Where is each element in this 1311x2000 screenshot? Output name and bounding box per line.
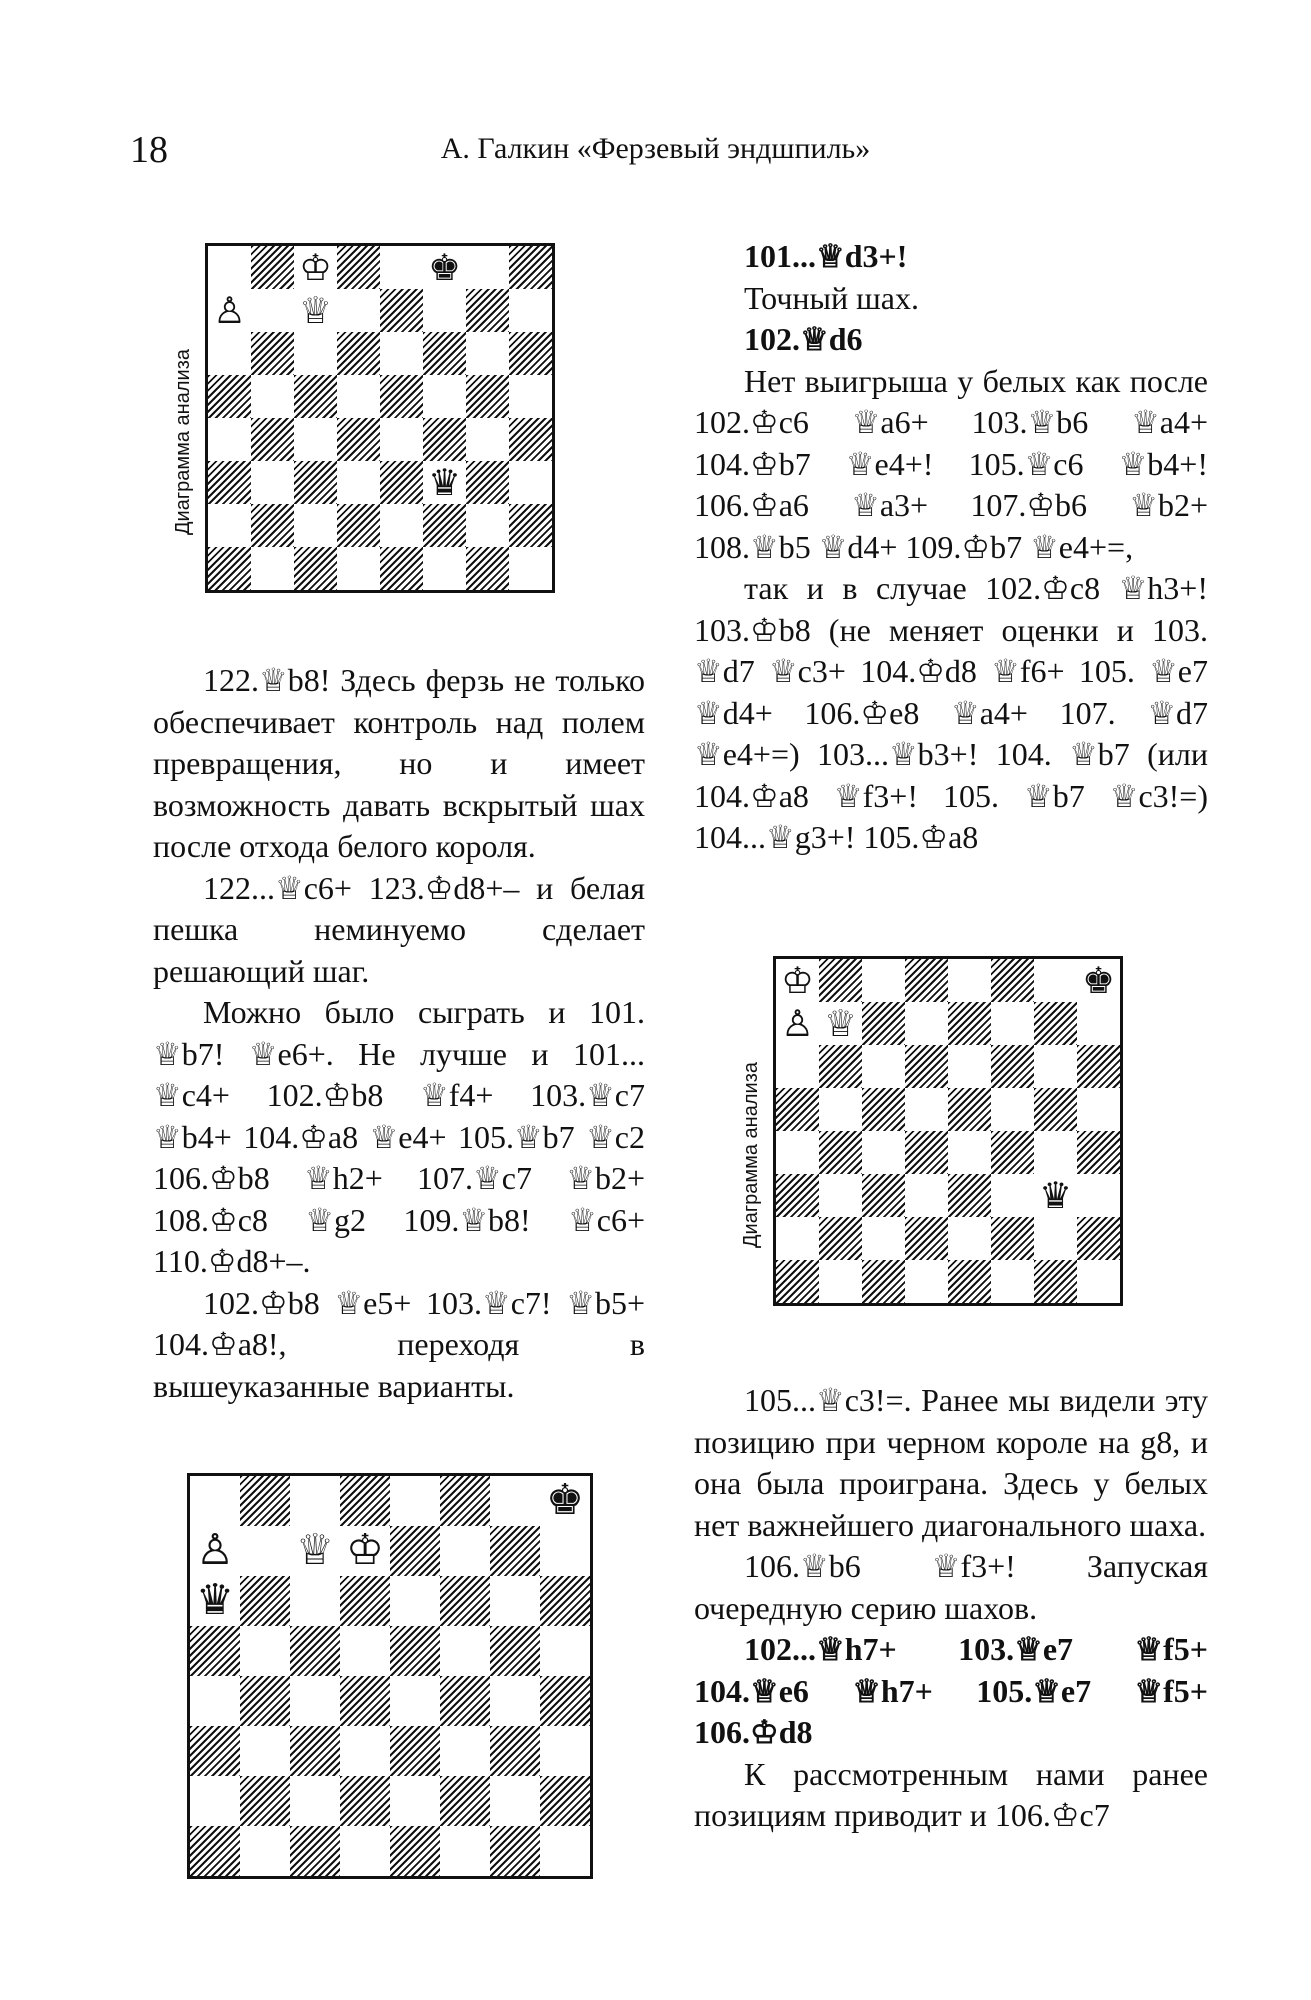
board-square <box>1077 1131 1120 1174</box>
board-square <box>819 1174 862 1217</box>
board-square <box>208 547 251 590</box>
board-square <box>948 1045 991 1088</box>
board-square <box>240 1776 290 1826</box>
diagram-label: Диаграмма анализа <box>740 1062 762 1248</box>
white-king-icon: ♔ <box>776 959 819 1002</box>
board-square <box>251 504 294 547</box>
board-square <box>509 461 552 504</box>
right-column-top <box>694 236 1208 859</box>
chess-diagram <box>187 1473 593 1879</box>
board-square <box>466 332 509 375</box>
board-square <box>251 375 294 418</box>
board-square <box>390 1626 440 1676</box>
board-square <box>905 959 948 1002</box>
board-square <box>905 1260 948 1303</box>
board-square <box>862 959 905 1002</box>
board-square <box>290 1676 340 1726</box>
board-square <box>208 504 251 547</box>
board-square <box>905 1002 948 1045</box>
white-queen-icon: ♕ <box>294 289 337 332</box>
paragraph: 105...♕c3!=. Ранее мы видели эту позицию при черном короле на g8, и она была проиграна. Здесь у белых нет важнейшего диагонального шаха. <box>694 1382 1208 1543</box>
board-square <box>819 1260 862 1303</box>
board-square <box>862 1002 905 1045</box>
white-king-icon: ♔ <box>340 1526 390 1576</box>
white-pawn-icon: ♙ <box>190 1526 240 1576</box>
board-square <box>208 418 251 461</box>
board-square <box>490 1676 540 1726</box>
board-square <box>440 1476 490 1526</box>
board-square <box>862 1217 905 1260</box>
paragraph: 102.♔b8 ♕e5+ 103.♕c7! ♕b5+ 104.♔a8!, переходя в вышеуказанные варианты. <box>153 1284 645 1404</box>
board-square <box>776 1260 819 1303</box>
board-square <box>991 959 1034 1002</box>
board-square <box>466 246 509 289</box>
white-pawn-icon: ♙ <box>208 289 251 332</box>
board-square <box>1034 1131 1077 1174</box>
board-square <box>948 1002 991 1045</box>
board-square <box>991 1131 1034 1174</box>
board-square <box>208 375 251 418</box>
board-square <box>1077 1217 1120 1260</box>
board-square <box>440 1576 490 1626</box>
board-square <box>1034 1002 1077 1045</box>
board-square <box>540 1526 590 1576</box>
board-square <box>251 418 294 461</box>
board-square <box>240 1576 290 1626</box>
board-square <box>251 461 294 504</box>
paragraph: Нет выигрыша у белых как после 102.♔c6 ♕a6+ 103.♕b6 ♕a4+ 104.♔b7 ♕e4+! 105.♕c6 ♕b4+! 106.♔a6 ♕a3+ 107.♔b6 ♕b2+ 108.♕b5 ♕d4+ 109.♔b7 ♕e4+=, <box>694 362 1208 565</box>
board-square <box>440 1626 490 1676</box>
board-square <box>423 504 466 547</box>
board-square <box>290 1476 340 1526</box>
board-square <box>948 1217 991 1260</box>
board-square <box>540 1826 590 1876</box>
board-square <box>490 1826 540 1876</box>
board-square <box>440 1676 490 1726</box>
board-square <box>862 1131 905 1174</box>
board-square <box>991 1174 1034 1217</box>
black-queen-icon: ♛ <box>1034 1174 1077 1217</box>
board-square <box>290 1826 340 1876</box>
board-square <box>466 418 509 461</box>
board-square <box>776 1045 819 1088</box>
board-square <box>294 504 337 547</box>
board-square <box>340 1826 390 1876</box>
board-square <box>540 1776 590 1826</box>
board-square <box>948 1174 991 1217</box>
board-square <box>340 1676 390 1726</box>
board-square <box>337 375 380 418</box>
right-column-bottom <box>694 1380 1208 1837</box>
board-square <box>290 1726 340 1776</box>
paragraph: 106.♕b6 ♕f3+! Запуская очередную серию шахов. <box>694 1548 1208 1626</box>
board-square <box>948 1131 991 1174</box>
board-square <box>905 1088 948 1131</box>
board-square <box>991 1002 1034 1045</box>
board-square <box>862 1260 905 1303</box>
paragraph: Можно было сыграть и 101. ♕b7! ♕e6+. Не лучше и 101... ♕c4+ 102.♔b8 ♕f4+ 103.♕c7 ♕b4+ 104.♔a8 ♕e4+ 105.♕b7 ♕c2 106.♔b8 ♕h2+ 107.♕c7 ♕b2+ 108.♔c8 ♕g2 109.♕b8! ♕c6+ 110.♔d8+–. <box>153 994 645 1279</box>
board-square <box>290 1626 340 1676</box>
black-queen-icon: ♛ <box>190 1576 240 1626</box>
board-square <box>490 1776 540 1826</box>
board-square <box>294 375 337 418</box>
board-square <box>380 289 423 332</box>
board-square <box>862 1088 905 1131</box>
chess-diagram <box>773 956 1123 1306</box>
board-square <box>905 1131 948 1174</box>
board-square <box>423 289 466 332</box>
move-line: 101...♕d3+! <box>744 238 908 274</box>
board-square <box>1034 1260 1077 1303</box>
board-square <box>509 332 552 375</box>
board-square <box>819 1088 862 1131</box>
board-square <box>1077 1002 1120 1045</box>
board-square <box>340 1476 390 1526</box>
board-square <box>905 1045 948 1088</box>
paragraph: 122.♕b8! Здесь ферзь не только обеспечивает контроль над полем превращения, но и имеет возможность давать вскрытый шах после отхода белого короля. <box>153 662 645 864</box>
board-square <box>190 1476 240 1526</box>
board-square <box>337 246 380 289</box>
board-square <box>337 504 380 547</box>
board-square <box>290 1576 340 1626</box>
board-square <box>208 246 251 289</box>
white-king-icon: ♔ <box>294 246 337 289</box>
board-square <box>337 547 380 590</box>
board-square <box>294 332 337 375</box>
board-square <box>776 1088 819 1131</box>
paragraph: 122...♕c6+ 123.♔d8+– и белая пешка неминуемо сделает решающий шаг. <box>153 869 645 989</box>
board-square <box>776 1174 819 1217</box>
board-square <box>1077 1174 1120 1217</box>
board-square <box>240 1526 290 1576</box>
board-square <box>948 1260 991 1303</box>
board-square <box>540 1576 590 1626</box>
board-square <box>208 461 251 504</box>
board-square <box>509 246 552 289</box>
board-square <box>1077 1088 1120 1131</box>
board-square <box>251 332 294 375</box>
board-square <box>490 1476 540 1526</box>
board-square <box>509 547 552 590</box>
board-square <box>340 1726 390 1776</box>
board-square <box>190 1826 240 1876</box>
board-square <box>380 332 423 375</box>
board-square <box>948 959 991 1002</box>
board-square <box>509 418 552 461</box>
board-square <box>991 1088 1034 1131</box>
board-square <box>540 1676 590 1726</box>
board-square <box>1034 959 1077 1002</box>
board-square <box>819 1045 862 1088</box>
board-square <box>251 547 294 590</box>
paragraph: так и в случае 102.♔c8 ♕h3+! 103.♔b8 (не меняет оценки и 103. ♕d7 ♕c3+ 104.♔d8 ♕f6+ 105. ♕e7 ♕d4+ 106.♔e8 ♕a4+ 107. ♕d7 ♕e4+=) 103...♕b3+! 104. ♕b7 (или 104.♔a8 ♕f3+! 105. ♕b7 ♕c3!=) 104...♕g3+! 105.♔a8 <box>694 570 1208 855</box>
board-square <box>490 1526 540 1576</box>
board-square <box>337 332 380 375</box>
board-square <box>776 1217 819 1260</box>
black-king-icon: ♚ <box>540 1476 590 1526</box>
board-square <box>390 1826 440 1876</box>
board-square <box>440 1826 490 1876</box>
board-square <box>466 504 509 547</box>
board-square <box>390 1526 440 1576</box>
board-square <box>1034 1088 1077 1131</box>
paragraph: К рассмотренным нами ранее позициям приводит и 106.♔c7 <box>694 1755 1208 1833</box>
board-square <box>905 1174 948 1217</box>
board-square <box>509 289 552 332</box>
white-queen-icon: ♕ <box>819 1002 862 1045</box>
board-square <box>380 418 423 461</box>
board-square <box>819 959 862 1002</box>
board-square <box>862 1045 905 1088</box>
board-square <box>290 1776 340 1826</box>
board-square <box>466 461 509 504</box>
board-square <box>240 1626 290 1676</box>
board-square <box>340 1776 390 1826</box>
board-square <box>380 461 423 504</box>
white-queen-icon: ♕ <box>290 1526 340 1576</box>
board-square <box>390 1676 440 1726</box>
black-king-icon: ♚ <box>1077 959 1120 1002</box>
board-square <box>190 1626 240 1676</box>
black-king-icon: ♚ <box>423 246 466 289</box>
board-square <box>390 1726 440 1776</box>
board-square <box>337 418 380 461</box>
board-square <box>251 246 294 289</box>
board-square <box>440 1526 490 1576</box>
board-square <box>440 1726 490 1776</box>
board-square <box>423 332 466 375</box>
board-square <box>991 1045 1034 1088</box>
board-square <box>509 504 552 547</box>
board-square <box>819 1131 862 1174</box>
board-square <box>1034 1045 1077 1088</box>
board-square <box>337 289 380 332</box>
board-square <box>423 547 466 590</box>
board-square <box>190 1726 240 1776</box>
board-square <box>390 1476 440 1526</box>
board-square <box>240 1676 290 1726</box>
black-queen-icon: ♛ <box>423 461 466 504</box>
board-square <box>380 246 423 289</box>
board-square <box>340 1626 390 1676</box>
paragraph: Точный шах. <box>744 279 919 316</box>
board-square <box>991 1260 1034 1303</box>
running-title: А. Галкин «Ферзевый эндшпиль» <box>440 132 871 165</box>
board-square <box>240 1826 290 1876</box>
white-pawn-icon: ♙ <box>776 1002 819 1045</box>
page-number: 18 <box>130 129 168 171</box>
board-square <box>340 1576 390 1626</box>
board-square <box>294 461 337 504</box>
chess-diagram <box>205 243 555 593</box>
board-square <box>294 418 337 461</box>
board-square <box>240 1726 290 1776</box>
board-square <box>466 289 509 332</box>
board-square <box>991 1217 1034 1260</box>
board-square <box>251 289 294 332</box>
board-square <box>509 375 552 418</box>
board-square <box>540 1626 590 1676</box>
board-square <box>466 547 509 590</box>
board-square <box>423 418 466 461</box>
board-square <box>294 547 337 590</box>
board-square <box>337 461 380 504</box>
board-square <box>862 1174 905 1217</box>
board-square <box>423 375 466 418</box>
board-square <box>905 1217 948 1260</box>
board-square <box>240 1476 290 1526</box>
board-square <box>390 1776 440 1826</box>
board-square <box>490 1576 540 1626</box>
board-square <box>776 1131 819 1174</box>
board-square <box>440 1776 490 1826</box>
move-line: 102.♕d6 <box>744 321 863 357</box>
board-square <box>1077 1045 1120 1088</box>
board-square <box>540 1726 590 1776</box>
board-square <box>380 375 423 418</box>
board-square <box>466 375 509 418</box>
board-square <box>190 1776 240 1826</box>
move-line: 102...♕h7+ 103.♕e7 ♕f5+ 104.♕e6 ♕h7+ 105.♕e7 ♕f5+ 106.♔d8 <box>694 1631 1208 1750</box>
board-square <box>380 547 423 590</box>
board-square <box>819 1217 862 1260</box>
board-square <box>490 1626 540 1676</box>
page-header <box>130 128 1181 178</box>
board-square <box>208 332 251 375</box>
board-square <box>948 1088 991 1131</box>
board-square <box>380 504 423 547</box>
board-square <box>190 1676 240 1726</box>
board-square <box>490 1726 540 1776</box>
left-column <box>153 660 645 1407</box>
board-square <box>1034 1217 1077 1260</box>
board-square <box>1077 1260 1120 1303</box>
board-square <box>390 1576 440 1626</box>
diagram-label: Диаграмма анализа <box>172 349 194 535</box>
